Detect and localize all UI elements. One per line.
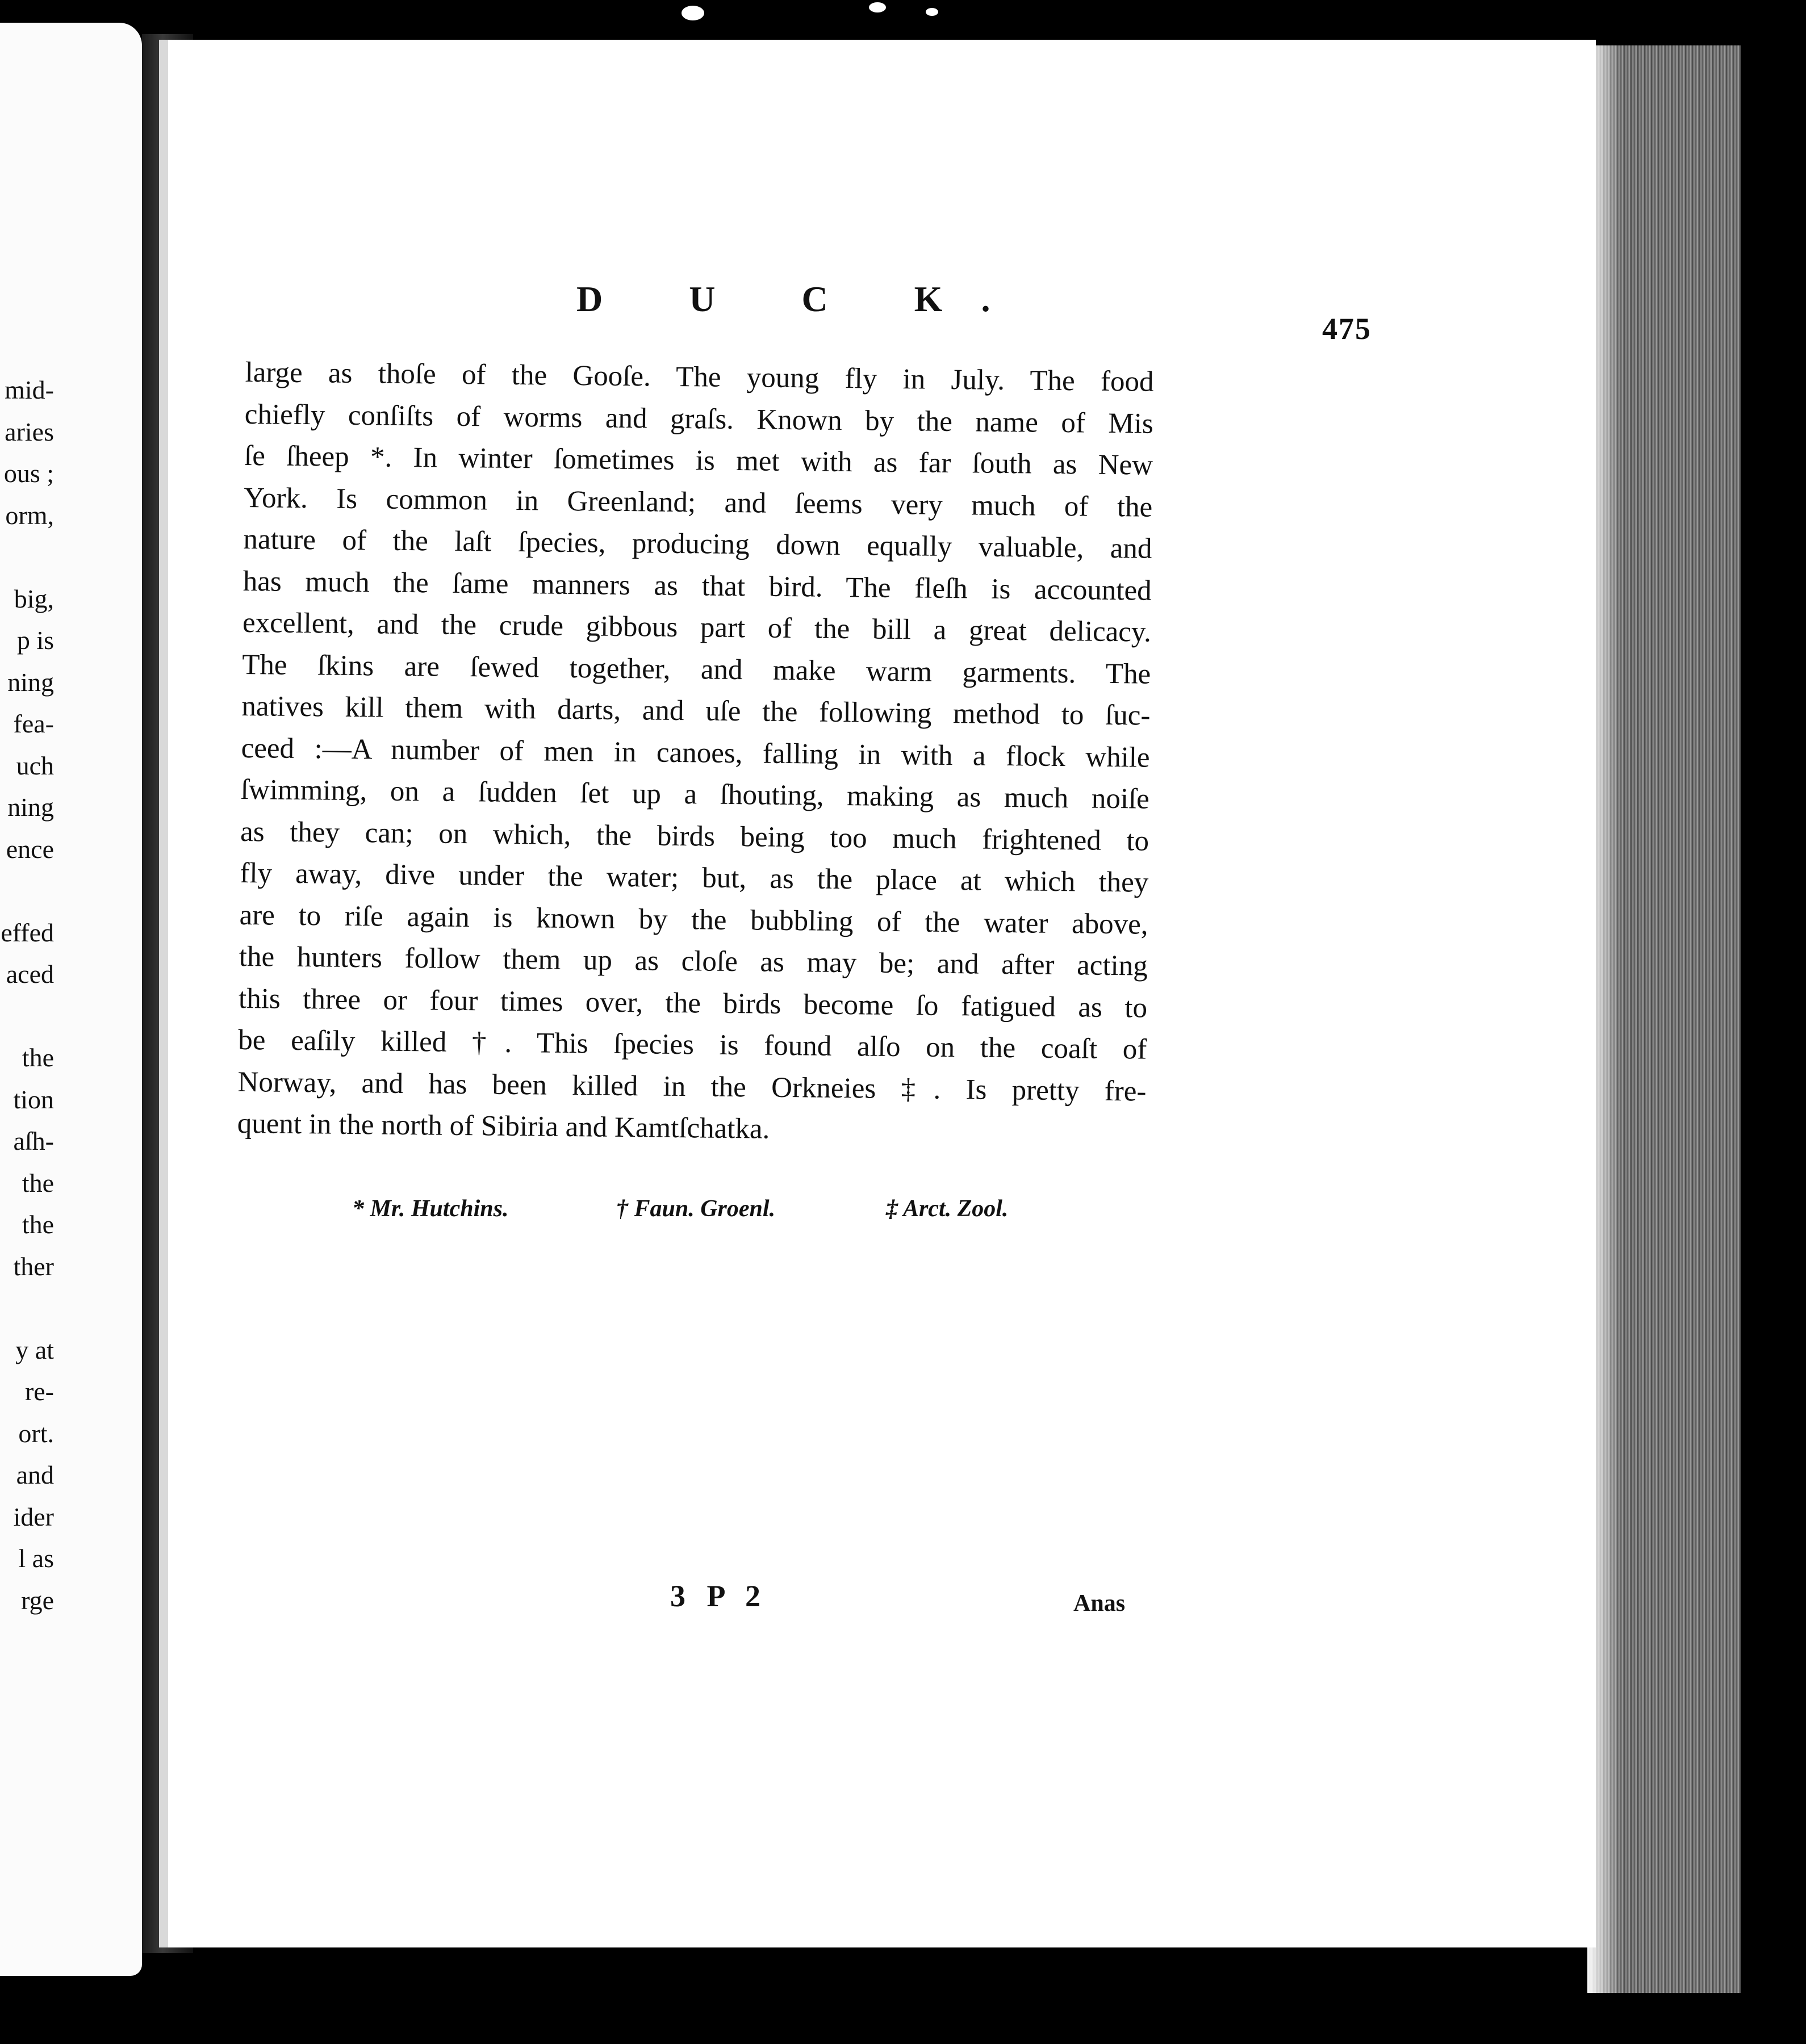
facing-line: ther [13, 1251, 54, 1281]
facing-page [0, 23, 142, 1976]
text-line: be eaſily killed †. This ſpecies is found alſo on the coaſt of [238, 1024, 1147, 1066]
footnotes [341, 1195, 1056, 1229]
facing-line: fea- [13, 709, 54, 738]
text-line: the hunters follow them up as cloſe as may be; and after acting [239, 940, 1148, 982]
facing-line: tion [13, 1084, 54, 1114]
facing-page-text [0, 369, 54, 1621]
facing-line: ning [7, 667, 54, 697]
text-line: Norway, and has been killed in the Orkneies ‡. Is pretty fre- [237, 1066, 1147, 1108]
page-edge-fade [1587, 45, 1621, 1993]
facing-line: aſh- [13, 1126, 54, 1155]
signature-mark: 3 P 2 [670, 1579, 768, 1613]
scan-speck [682, 6, 704, 20]
text-line: chiefly conſiſts of worms and graſs. Known by the name of Mis [244, 398, 1154, 440]
footnote: * Mr. Hutchins. [352, 1196, 509, 1222]
facing-line: rge [21, 1585, 54, 1615]
facing-line: the [22, 1210, 54, 1239]
text-line: excellent, and the crude gibbous part of the bill a great delicacy. [242, 606, 1152, 648]
scan-artifacts [670, 0, 988, 34]
running-head: D U C K. [576, 279, 1029, 319]
facing-line [0, 995, 54, 1037]
text-line: has much the ſame manners as that bird. The fleſh is accounted [243, 565, 1152, 607]
text-line: large as thoſe of the Gooſe. The young fly in July. The food [245, 356, 1154, 398]
facing-line: and [16, 1460, 54, 1489]
facing-line: y at [15, 1335, 54, 1364]
body-text [237, 352, 1154, 1154]
text-line: ſe ſheep *. In winter ſometimes is met with as far ſouth as New [244, 439, 1153, 481]
facing-line: orm, [5, 500, 54, 530]
facing-line: re- [24, 1377, 54, 1406]
text-line: ſwimming, on a ſudden ſet up a ſhouting, making as much noiſe [240, 773, 1150, 815]
text-line: as they can; on which, the birds being too much frightened to [240, 815, 1149, 857]
text-line: fly away, dive under the water; but, as the place at which they [240, 857, 1149, 899]
facing-line: mid- [5, 375, 54, 404]
footnote: ‡ Arct. Zool. [886, 1196, 1009, 1222]
text-line: natives kill them with darts, and uſe the following method to ſuc- [241, 690, 1151, 732]
scan-speck [869, 2, 886, 12]
text-line: nature of the laſt ſpecies, producing down equally valuable, and [243, 523, 1152, 565]
page-number: 475 [1322, 312, 1372, 346]
facing-line: ort. [18, 1418, 54, 1448]
text-line: York. Is common in Greenland; and ſeems very much of the [244, 481, 1153, 523]
footnote: † Faun. Groenl. [616, 1196, 776, 1222]
facing-line [0, 870, 54, 912]
facing-line: l as [18, 1544, 54, 1573]
facing-line: ous ; [3, 459, 54, 488]
text-line: are to riſe again is known by the bubbling of the water above, [239, 899, 1148, 941]
facing-line: ider [13, 1502, 54, 1531]
facing-line: uch [16, 751, 54, 780]
facing-line [0, 1287, 54, 1329]
catchword: Anas [1073, 1590, 1126, 1616]
facing-line: aries [5, 417, 54, 446]
text-line: quent in the north of Sibiria and Kamtſchatka. [237, 1107, 770, 1145]
facing-line: ning [7, 793, 54, 822]
scan-speck [926, 8, 938, 16]
facing-line: big, [14, 584, 54, 613]
facing-line: p is [16, 626, 54, 655]
facing-line: the [22, 1168, 54, 1197]
facing-line: effed [1, 918, 54, 947]
text-line: The ſkins are ſewed together, and make warm garments. The [241, 648, 1151, 690]
facing-line: ence [6, 834, 54, 864]
text-line: ceed :—A number of men in canoes, falling in with a flock while [241, 732, 1150, 774]
facing-line [0, 536, 54, 578]
facing-line: the [22, 1043, 54, 1072]
text-line: this three or four times over, the birds become ſo fatigued as to [238, 982, 1148, 1024]
facing-line: aced [6, 960, 54, 989]
